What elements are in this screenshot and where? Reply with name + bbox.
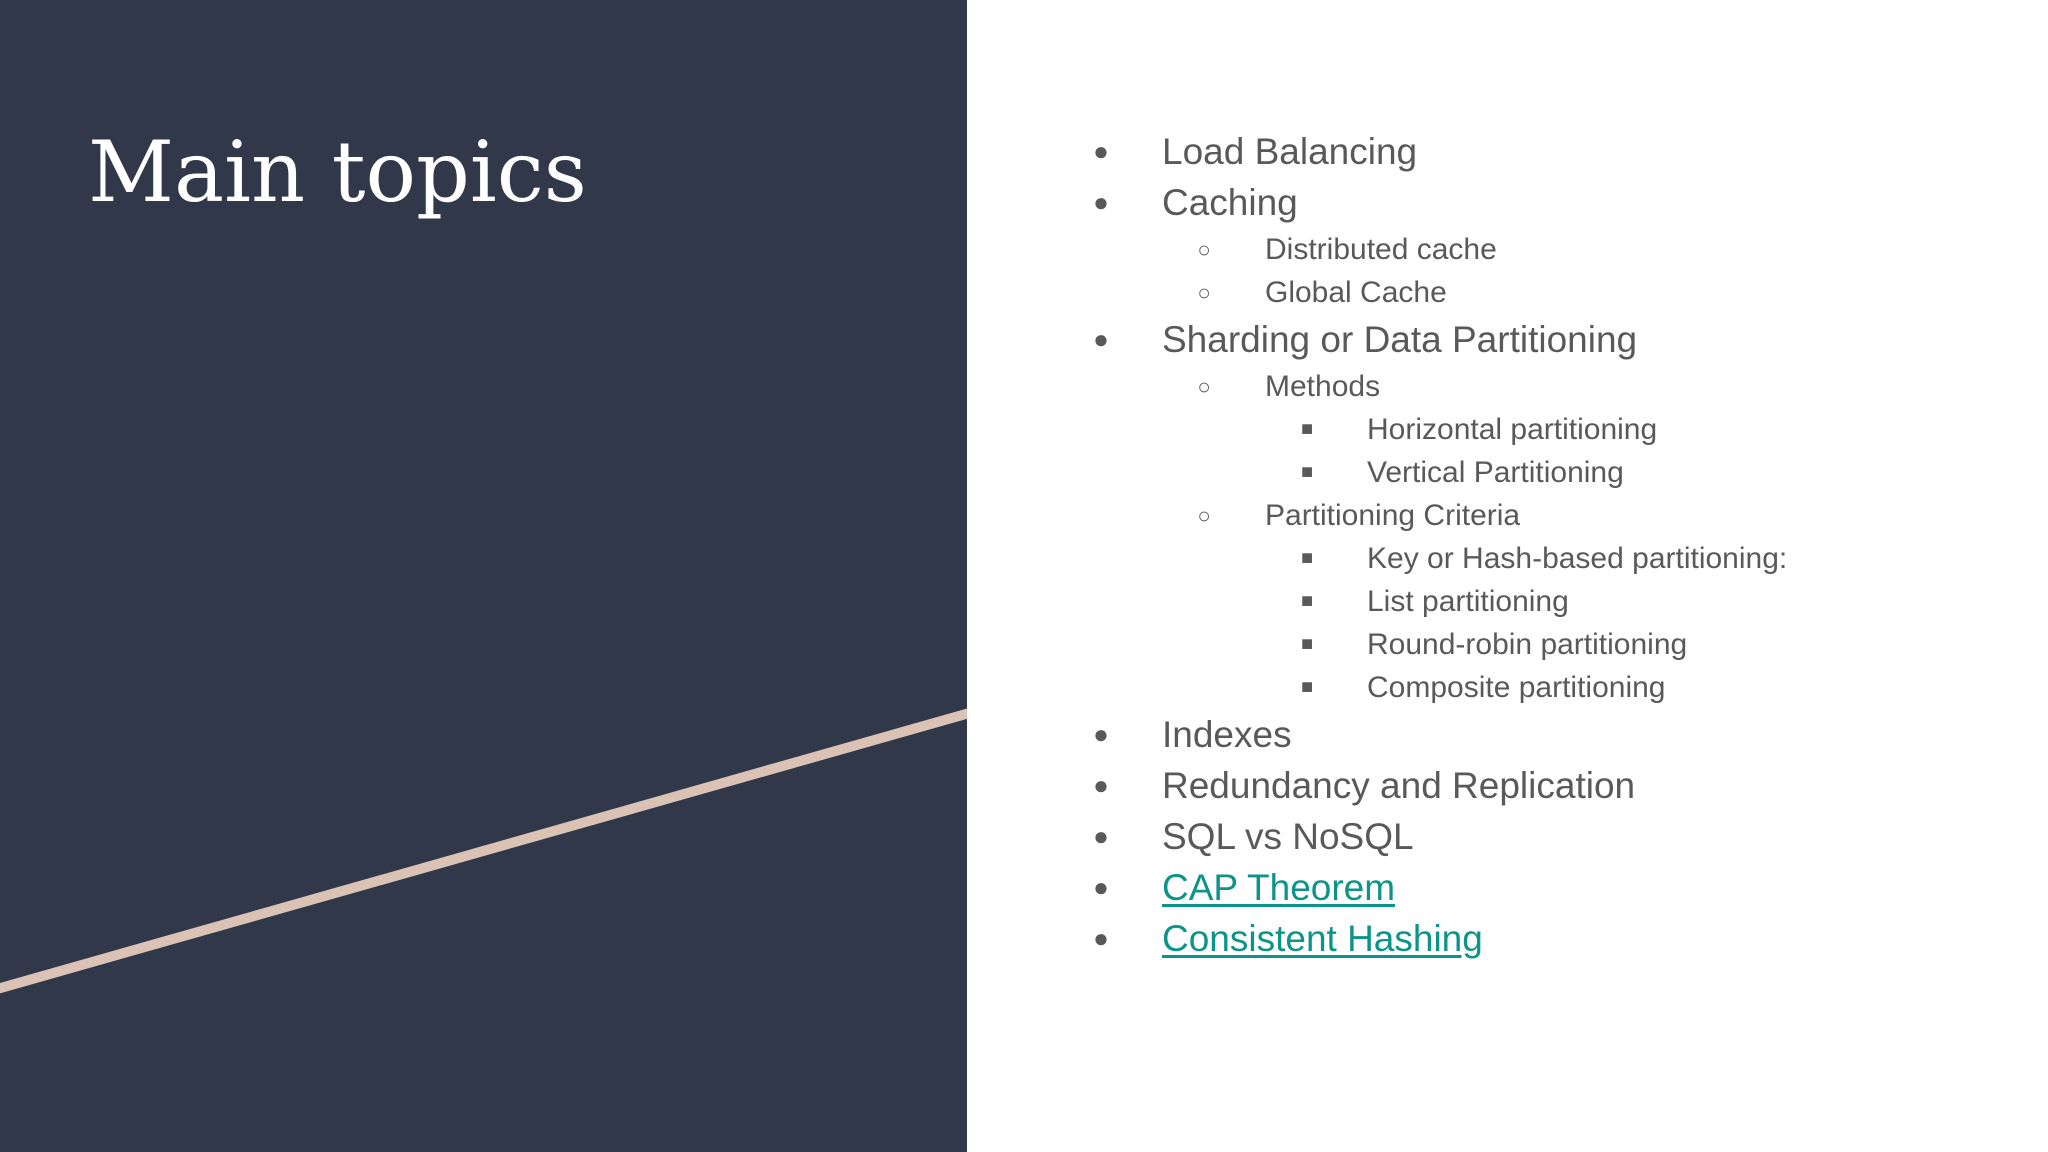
square-bullet-icon: ■ (1300, 461, 1314, 483)
filled-circle-bullet-icon: ● (1093, 821, 1109, 851)
list-item (1090, 913, 1990, 964)
list-item (1090, 126, 1990, 177)
list-item (1090, 760, 1990, 811)
list-item-label: SQL vs NoSQL (1162, 816, 1414, 857)
square-bullet-icon: ■ (1300, 633, 1314, 655)
filled-circle-bullet-icon: ● (1093, 719, 1109, 749)
filled-circle-bullet-icon: ● (1093, 324, 1109, 354)
list-item-label: Horizontal partitioning (1367, 413, 1658, 446)
list-item (1090, 451, 1990, 494)
filled-circle-bullet-icon: ● (1093, 872, 1109, 902)
list-item (1090, 271, 1990, 314)
slide-title: Main topics (88, 123, 587, 221)
list-item (1090, 666, 1990, 709)
list-item-label: Indexes (1162, 714, 1292, 755)
filled-circle-bullet-icon: ● (1093, 770, 1109, 800)
cap-theorem-link[interactable]: CAP Theorem (1162, 867, 1396, 908)
list-item (1090, 537, 1990, 580)
list-item-label: Partitioning Criteria (1265, 499, 1521, 532)
square-bullet-icon: ■ (1300, 418, 1314, 440)
square-bullet-icon: ■ (1300, 547, 1314, 569)
list-item (1090, 314, 1990, 365)
list-item-label: List partitioning (1367, 585, 1569, 618)
list-item-label: Methods (1265, 370, 1381, 403)
title-panel (0, 0, 967, 1152)
list-item-label: Redundancy and Replication (1162, 765, 1636, 806)
list-item-label: Vertical Partitioning (1367, 456, 1624, 489)
list-item (1090, 177, 1990, 228)
square-bullet-icon: ■ (1300, 676, 1314, 698)
filled-circle-bullet-icon: ● (1093, 136, 1109, 166)
hollow-circle-bullet-icon: ○ (1197, 374, 1211, 399)
hollow-circle-bullet-icon: ○ (1197, 503, 1211, 528)
square-bullet-icon: ■ (1300, 590, 1314, 612)
list-item (1090, 408, 1990, 451)
list-item-label: Distributed cache (1265, 233, 1497, 266)
list-item (1090, 709, 1990, 760)
list-item-label: Round-robin partitioning (1367, 628, 1688, 661)
list-item-label: Sharding or Data Partitioning (1162, 319, 1638, 360)
topics-list (1090, 126, 1990, 964)
list-item (1090, 228, 1990, 271)
filled-circle-bullet-icon: ● (1093, 923, 1109, 953)
list-item (1090, 580, 1990, 623)
consistent-hashing-link[interactable]: Consistent Hashing (1162, 918, 1483, 959)
list-item (1090, 494, 1990, 537)
list-item-label: Key or Hash-based partitioning: (1367, 542, 1788, 575)
filled-circle-bullet-icon: ● (1093, 187, 1109, 217)
hollow-circle-bullet-icon: ○ (1197, 280, 1211, 305)
list-item-label: Composite partitioning (1367, 671, 1666, 704)
list-item (1090, 862, 1990, 913)
list-item-label: Load Balancing (1162, 131, 1418, 172)
list-item (1090, 365, 1990, 408)
hollow-circle-bullet-icon: ○ (1197, 237, 1211, 262)
list-item-label: Global Cache (1265, 276, 1447, 309)
list-item (1090, 623, 1990, 666)
list-item-label: Caching (1162, 182, 1298, 223)
list-item (1090, 811, 1990, 862)
